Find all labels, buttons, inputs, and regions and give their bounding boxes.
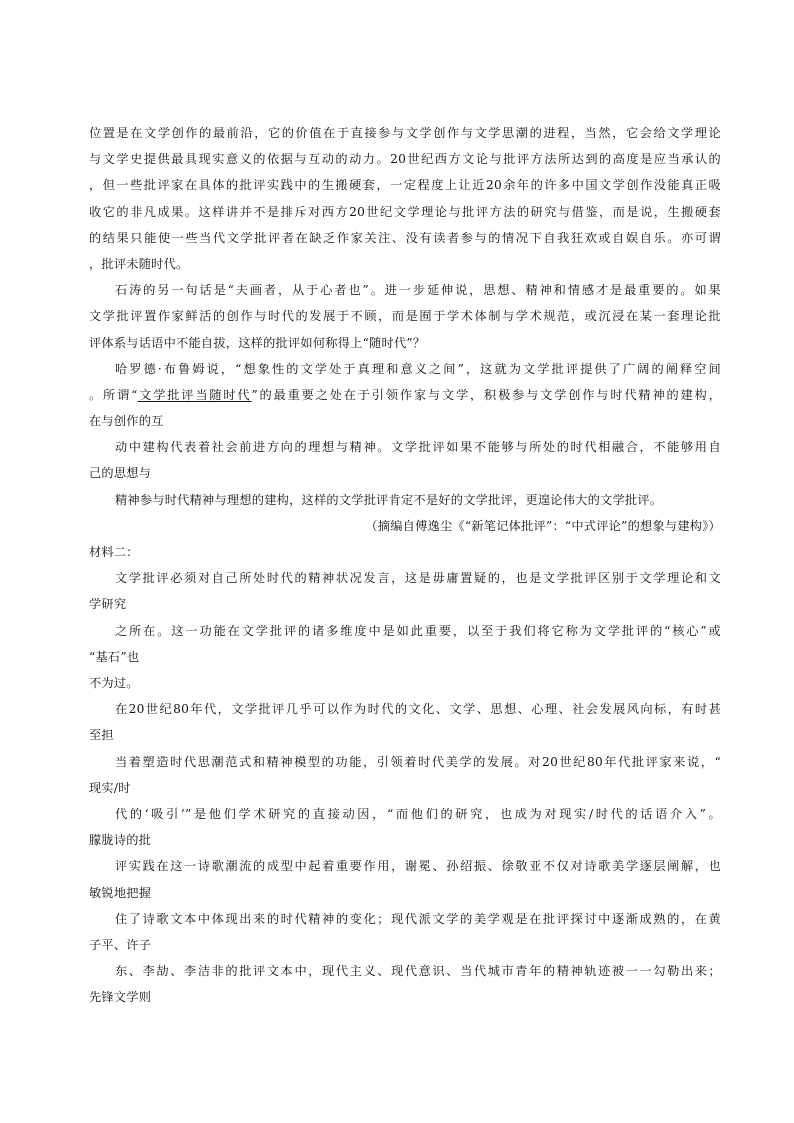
text-line: ，批评未随时代。 [89, 256, 189, 271]
document-body [89, 120, 721, 1011]
paragraph-start: 文学批评必须对自己所处时代的精神状况发言，这是毋庸置疑的，也是文学批评区别于文学理论和文 [115, 571, 721, 586]
text-line: 的结果只能使一些当代文学批评者在缺乏作家关注、没有读者参与的情况下自我狂欢或自娱自乐。亦可谓 [89, 230, 721, 245]
text-line: 子平、许子 [89, 938, 152, 953]
text-line: 在与创作的互 [89, 414, 164, 429]
text-line: 敏锐地把握 [89, 885, 152, 900]
text-line: 东、李劼、李洁非的批评文本中，现代主义、现代意识、当代城市青年的精神轨迹被一一勾勒出来； [115, 964, 721, 979]
text-line: 朦胧诗的批 [89, 833, 152, 848]
paragraph-start: 石涛的另一句话是“夫画者，从于心者也”。进一步延伸说，思想、精神和情感才是最重要的。如果 [115, 283, 721, 298]
text-line: ，但一些批评家在具体的批评实践中的生搬硬套，一定程度上让近20余年的许多中国文学创作没能真正吸 [89, 178, 721, 193]
text-line: 代的‘吸引’”是他们学术研究的直接动因，“而他们的研究，也成为对现实/时代的话语介入”。 [115, 807, 721, 822]
text-line: 己的思想与 [89, 466, 152, 481]
text-line: 收它的非凡成果。这样讲并不是排斥对西方20世纪文学理论与批评方法的研究与借鉴，而是说，生搬硬套 [89, 204, 721, 219]
section-heading: 材料二： [89, 545, 139, 560]
text-line: 现实/时 [89, 780, 131, 795]
text-line: 至担 [89, 728, 114, 743]
text-line: 学研究 [89, 597, 127, 612]
underlined-phrase: 文学批评当随时代 [137, 387, 252, 402]
text-line: 评实践在这一诗歌潮流的成型中起着重要作用，谢冕、孙绍振、徐敬亚不仅对诗歌美学逐层阐解，也 [115, 859, 721, 874]
text-line: 当着塑造时代思潮范式和精神模型的功能，引领着时代美学的发展。对20世纪80年代批评家来说，“ [115, 754, 721, 769]
text-line: 动中建构代表着社会前进方向的理想与精神。文学批评如果不能够与所处的时代相融合，不能够用自 [115, 440, 721, 455]
text-line: 住了诗歌文本中体现出来的时代精神的变化；现代派文学的美学观是在批评探讨中逐渐成熟的，在黄 [115, 911, 721, 926]
text-line: 文学批评置作家鲜活的创作与时代的发展于不顾，而是囿于学术体制与学术规范，或沉浸在某一套理论批 [89, 309, 721, 324]
text-line: 精神参与时代精神与理想的建构，这样的文学批评肯定不是好的文学批评，更遑论伟大的文学批评。 [115, 492, 663, 507]
text-line: 评体系与话语中不能自拔，这样的批评如何称得上“随时代”？ [89, 335, 426, 350]
text-line: 位置是在文学创作的最前沿，它的价值在于直接参与文学创作与文学思潮的进程，当然，它会给文学理论 [89, 126, 721, 140]
text-line: 之所在。这一功能在文学批评的诸多维度中是如此重要，以至于我们将它称为文学批评的“核心”或 [115, 623, 721, 638]
text-line: 不为过。 [89, 676, 139, 691]
text-line: 与文学史提供最具现实意义的依据与互动的动力。20世纪西方文论与批评方法所达到的高度是应当承认的 [89, 152, 721, 167]
source-citation: （摘编自傅逸尘《“新笔记体批评”：“中式评论”的想象与建构》） [365, 518, 721, 533]
text-line [89, 382, 721, 408]
paragraph-start: 在20世纪80年代，文学批评几乎可以作为时代的文化、文学、思想、心理、社会发展风向标，有时甚 [115, 702, 721, 717]
text-line: 先锋文学则 [89, 990, 152, 1005]
text-segment: ”的最重要之处在于引领作家与文学，积极参与文学创作与时代精神的建构， [251, 387, 721, 402]
text-line: “基石”也 [89, 649, 140, 664]
text-segment: 。所谓“ [89, 387, 138, 402]
paragraph-start: 哈罗德·布鲁姆说，“想象性的文学处于真理和意义之间”，这就为文学批评提供了广阔的阐释空间 [115, 361, 721, 376]
